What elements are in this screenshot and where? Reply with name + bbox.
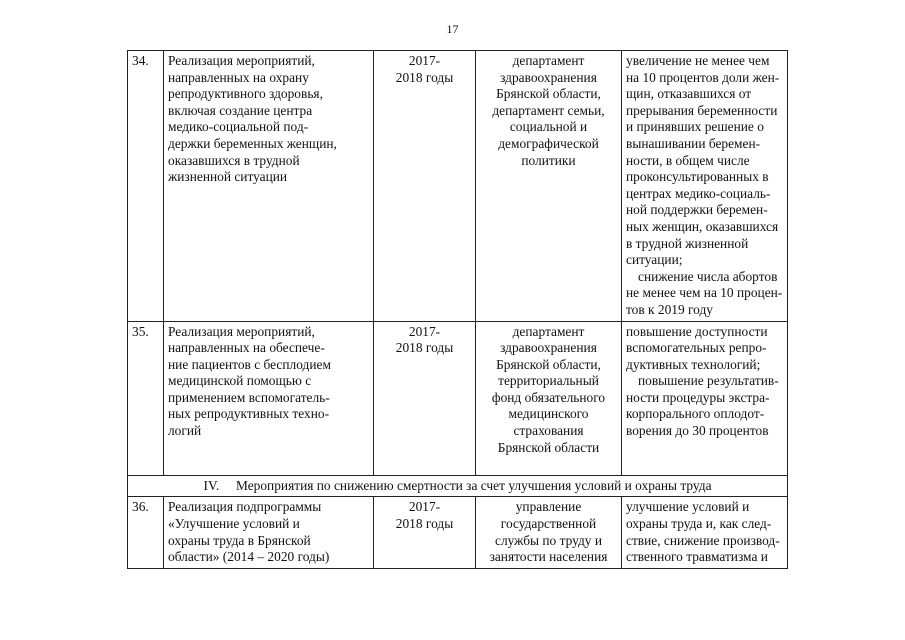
section-title: Мероприятия по снижению смертности за счет улучшения условий и охраны труда <box>235 477 712 493</box>
row-number: 34. <box>128 51 164 322</box>
measure-years: 2017- 2018 годы <box>374 51 476 322</box>
measure-title: Реализация подпрограммы «Улучшение условий и охраны труда в Брянской области» (2014 – 2020 годы) <box>164 497 374 568</box>
expected-result: улучшение условий и охраны труда и, как след- ствие, снижение производ- ственного травматизма и <box>622 497 788 568</box>
section-heading <box>128 475 788 497</box>
responsible-body: департамент здравоохранения Брянской области, территориальный фонд обязательного медицинского страхования Брянской области <box>476 321 622 475</box>
table-row <box>128 497 788 568</box>
responsible-body: управление государственной службы по труду и занятости населения <box>476 497 622 568</box>
row-number: 35. <box>128 321 164 475</box>
table-row <box>128 321 788 475</box>
section-row <box>128 475 788 497</box>
table-row <box>128 51 788 322</box>
measure-years: 2017- 2018 годы <box>374 321 476 475</box>
measure-title: Реализация мероприятий, направленных на обеспече- ние пациентов с бесплодием медицинской помощью с применением вспомогатель- ных репродуктивных техно- логий <box>164 321 374 475</box>
section-roman: IV. <box>203 477 220 493</box>
measure-title: Реализация мероприятий, направленных на охрану репродуктивного здоровья, включая создание центра медико-социальной под- держки беременных женщин, оказавшихся в трудной жизненной ситуации <box>164 51 374 322</box>
row-number: 36. <box>128 497 164 568</box>
page-number: 17 <box>446 22 459 36</box>
expected-result: увеличение не менее чем на 10 процентов доли жен- щин, отказавшихся от прерывания беременности и принявших решение о вынашивании беремен- ности, в общем числе проконсультированных в центрах медико-социаль- ной поддержки беремен- ных женщин, оказавшихся в трудной жизненной ситуации; снижение числа абортов не менее чем на 10 процен- тов к 2019 году <box>622 51 788 322</box>
responsible-body: департамент здравоохранения Брянской области, департамент семьи, социальной и демографической политики <box>476 51 622 322</box>
expected-result: повышение доступности вспомогательных репро- дуктивных технологий; повышение результатив- ности процедуры экстра- корпорального оплодот- ворения до 30 процентов <box>622 321 788 475</box>
measures-table <box>127 50 788 569</box>
measure-years: 2017- 2018 годы <box>374 497 476 568</box>
